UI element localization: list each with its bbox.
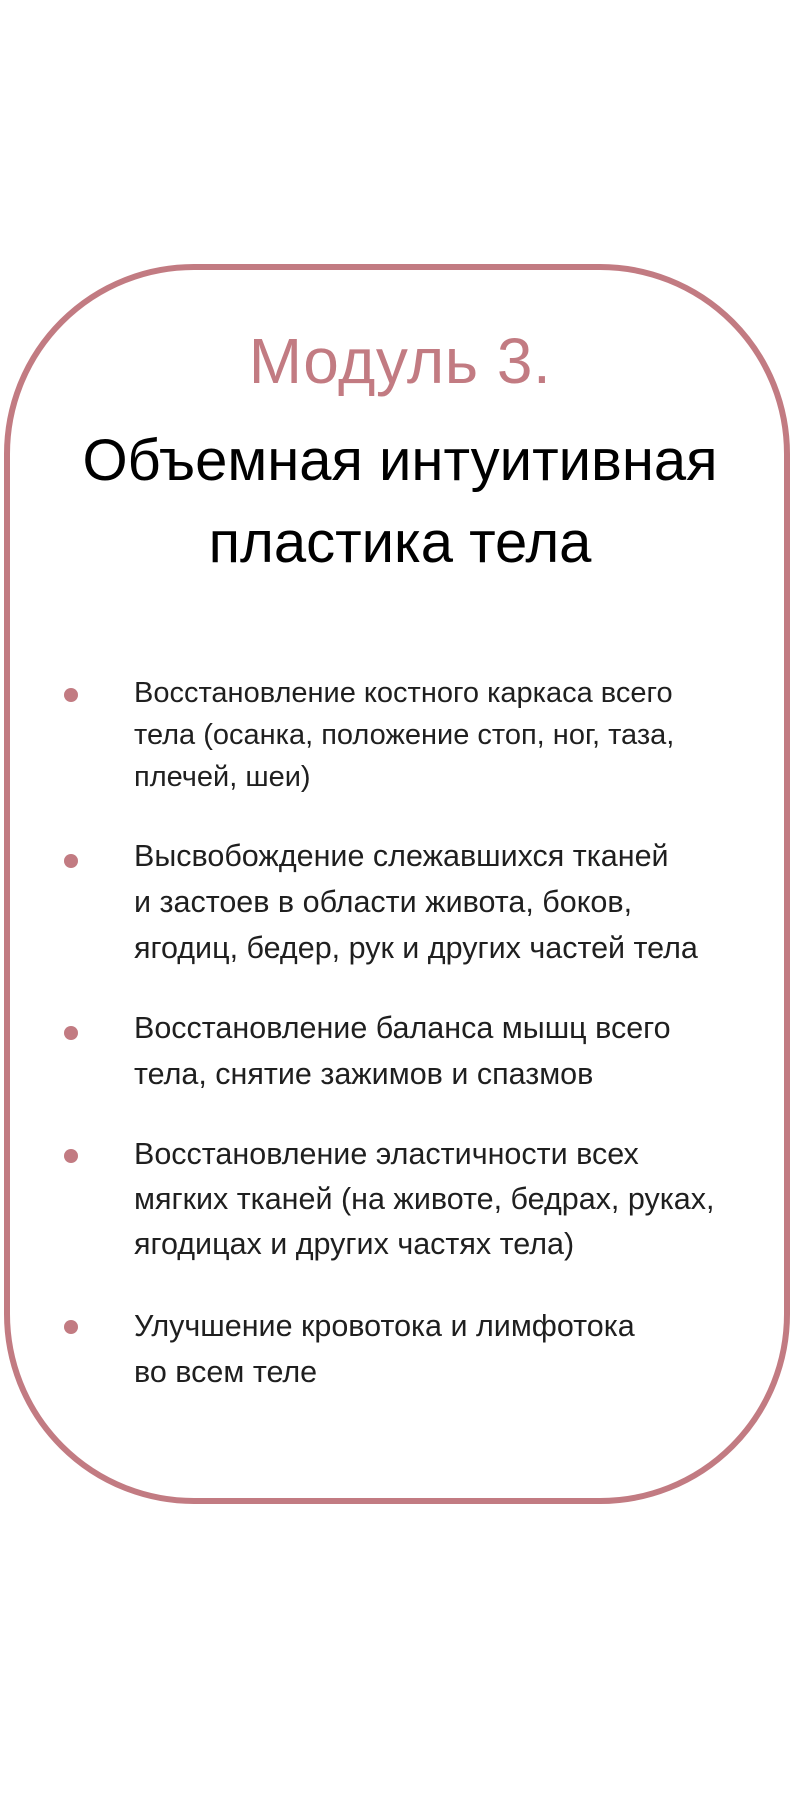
bullet-dot-icon [64,688,78,702]
list-item-line: Восстановление баланса мышц всего [134,1011,671,1045]
list-item-line: плечей, шеи) [134,761,311,793]
list-item-text [134,672,774,798]
module-title-line: Объемная интуитивная [82,428,718,493]
bullet-dot-icon [64,854,78,868]
list-item-text [134,833,774,971]
list-item-text [134,1132,774,1267]
module-number: Модуль 3. [248,325,552,397]
list-item-text [134,1303,774,1395]
list-item-line: Улучшение кровотока и лимфотока [134,1309,635,1343]
bullet-dot-icon [64,1026,78,1040]
module-title-line: пластика тела [208,510,592,575]
list-item-line: Восстановление костного каркаса всего [134,677,673,709]
list-item-line: мягких тканей (на животе, бедрах, руках, [134,1182,715,1216]
list-item-line: во всем теле [134,1355,318,1389]
bullet-dot-icon [64,1149,78,1163]
list-item-line: тела (осанка, положение стоп, ног, таза, [134,719,675,751]
list-item-line: ягодицах и других частях тела) [134,1227,575,1261]
list-item-line: Высвобождение слежавшихся тканей [134,839,669,873]
list-item-line: Восстановление эластичности всех [134,1137,639,1171]
bullet-dot-icon [64,1320,78,1334]
list-item-line: и застоев в области живота, боков, [134,885,633,919]
list-item-line: ягодиц, бедер, рук и других частей тела [134,931,698,965]
list-item-line: тела, снятие зажимов и спазмов [134,1057,594,1091]
list-item-text [134,1005,774,1097]
